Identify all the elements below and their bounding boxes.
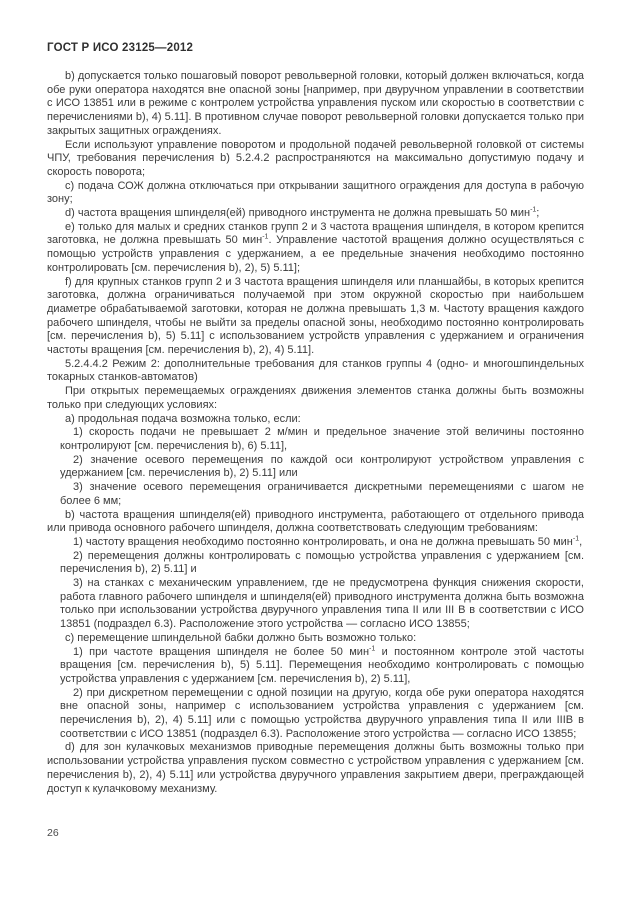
paragraph: c) подача СОЖ должна отключаться при открывании защитного ограждения для доступа в рабочую зону; — [47, 179, 584, 206]
paragraph: b) частота вращения шпинделя(ей) приводного инструмента, работающего от отдельного привода или привода основного рабочего шпинделя, должна соответствовать следующим требованиям: — [47, 508, 584, 535]
paragraph: 5.2.4.4.2 Режим 2: дополнительные требования для станков группы 4 (одно- и многошпиндельных токарных станков-автоматов) — [47, 357, 584, 384]
paragraph: Если используют управление поворотом и продольной подачей револьверной головкой от системы ЧПУ, требования перечисления b) 5.2.4.2 распространяются на максимально допустимую подачу и скорость поворота; — [47, 138, 584, 178]
paragraph: 3) на станках с механическим управлением, где не предусмотрена функция снижения скорости, работа главного рабочего шпинделя и шпинделя(ей) приводного инструмента должна быть возможна только при использовании устройства двуручного управления типа II или III B в соответствии с ИСО 13851 (подраздел 6.3). Расположение этого устройства — согласно ИСО 13855; — [60, 577, 584, 631]
paragraph: e) только для малых и средних станков групп 2 и 3 частота вращения шпинделя, в котором крепится заготовка, не должна превышать 50 мин$^{-1}$. Управление частотой вращения должно осуществляться с помощью устройств управления с удержанием, а ее предельные значения необходимо постоянно контролировать [см. перечисления b), 2), 5) 5.11]; — [47, 220, 584, 274]
paragraph: d) для зон кулачковых механизмов приводные перемещения должны быть возможны только при использовании устройства управления пуском совместно с устройством управления с удержанием [см. перечисления b), 2), 4) 5.11] или устройства двуручного управления закрытием двери, преграждающей доступ к кулачковому механизму. — [47, 741, 584, 795]
paragraph: 1) скорость подачи не превышает 2 м/мин и предельное значение этой величины постоянно контролируют [см. перечисления b), 6) 5.11], — [60, 426, 584, 452]
paragraph: При открытых перемещаемых ограждениях движения элементов станка должны быть возможны только при следующих условиях: — [47, 385, 584, 411]
superscript: -1 — [530, 206, 537, 214]
paragraph: 2) при дискретном перемещении с одной позиции на другую, когда обе руки оператора находятся вне опасной зоны, например с использованием устройства управления с удержанием [см. перечисления b), 2), 4) 5.11] или с помощью устройства двуручного управления типа II или IIIB в соответствии с ИСО 13851 (подраздел 6.3). Расположение этого устройства — согласно ИСО 13855; — [60, 686, 584, 740]
document-header: ГОСТ Р ИСО 23125—2012 — [47, 42, 194, 54]
superscript: -1 — [572, 535, 580, 543]
page-number: 26 — [47, 827, 59, 839]
paragraph: a) продольная подача возможна только, если: — [65, 412, 301, 425]
paragraph: f) для крупных станков групп 2 и 3 частота вращения шпинделя или планшайбы, в которых крепится заготовка, должна ограничиваться получаемой при этом окружной скоростью при наибольшем диаметре обрабатываемой заготовки, которая не должна превышать 1,3 м. Частоту вращения каждого рабочего шпинделя, чтобы не выйти за пределы опасной зоны, необходимо постоянно контролировать [см. перечисления b), 5) 5.11] с использованием устройств управления с удержанием и ограничения частоты вращения [см. перечисления b), 2), 4) 5.11]. — [47, 275, 584, 357]
paragraph: c) перемещение шпиндельной бабки должно быть возможно только: — [65, 631, 417, 644]
paragraph: 2) перемещения должны контролировать с помощью устройства управления с удержанием [см. перечисления b), 2) 5.11] и — [60, 549, 584, 576]
paragraph: 3) значение осевого перемещения ограничивается дискретными перемещениями с шагом не более 6 мм; — [60, 481, 584, 507]
paragraph: 1) частоту вращения необходимо постоянно контролировать, и она не должна превышать 50 мин$^{-1}$, — [73, 535, 583, 548]
document-body — [47, 70, 584, 796]
superscript: -1 — [369, 644, 376, 652]
superscript: -1 — [262, 233, 269, 241]
paragraph: b) допускается только пошаговый поворот револьверной головки, который должен включаться, когда обе руки оператора находятся вне опасной зоны [например, при двуручном управлении в соответствии с ИСО 13851 или в режиме с контролем устройства управления пуском или скоростью в соответствии с перечислениями b), 4) 5.11]. В противном случае поворот револьверной головки допускается только при закрытых защитных ограждениях. — [47, 70, 584, 137]
paragraph: d) частота вращения шпинделя(ей) приводного инструмента не должна превышать 50 мин$^{-1}$; — [65, 206, 540, 220]
paragraph: 2) значение осевого перемещения по каждой оси контролируют устройством управления с удержанием [см. перечисления b), 2) 5.11] или — [60, 453, 584, 480]
paragraph: 1) при частоте вращения шпинделя не более 50 мин$^{-1}$ и постоянном контроле этой частоты вращения [см. перечисления b), 5) 5.11]. Перемещения необходимо контролировать с помощью устройства управления с удержанием [см. перечисления b), 2) 5.11], — [60, 644, 584, 685]
